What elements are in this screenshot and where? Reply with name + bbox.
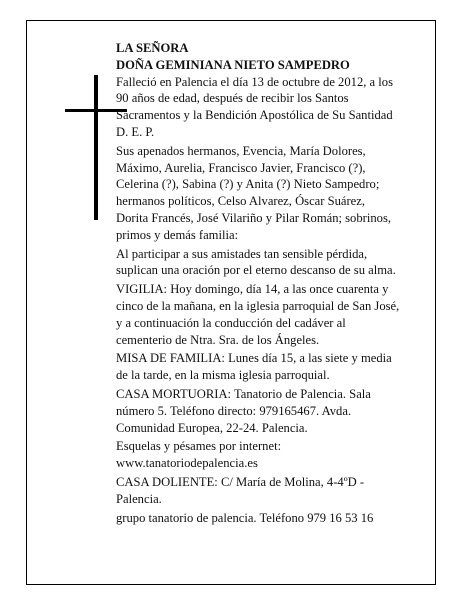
- text-line: CASA MORTUORIA: Tanatorio de Palencia. Sala: [116, 386, 371, 401]
- text-line: Celerina (?), Sabina (?) y Anita (?) Nieto Sampedro;: [116, 177, 380, 192]
- text-line: Sacramentos y la Bendición Apostólica de Su Santidad: [116, 108, 393, 123]
- text-line: primos y demás familia:: [116, 227, 239, 242]
- text-line: VIGILIA: Hoy domingo, día 14, a las once cuarenta y: [116, 282, 389, 297]
- text-line: cementerio de Ntra. Sra. de los Ángeles.: [116, 332, 320, 347]
- text-line: Máximo, Aurelia, Francisco Javier, Francisco (?),: [116, 160, 366, 175]
- text-line: D. E. P.: [116, 124, 155, 139]
- text-line: número 5. Teléfono directo: 979165467. Avda.: [116, 403, 352, 418]
- family-mass-info: [116, 350, 430, 384]
- vigil-info: [116, 281, 430, 348]
- mourning-home-info: [116, 474, 430, 508]
- funeral-home-info: [116, 386, 430, 436]
- family-list: [116, 143, 430, 244]
- text-line: cinco de la mañana, en la iglesia parroquial de San José,: [116, 298, 400, 313]
- text-line: Palencia.: [116, 491, 162, 506]
- text-line: hermanos políticos, Celso Alvarez, Óscar Suárez,: [116, 194, 366, 209]
- text-line: MISA DE FAMILIA: Lunes día 15, a las siete y media: [116, 351, 392, 366]
- text-line: Dorita Francés, José Vilariño y Pilar Román; sobrinos,: [116, 210, 391, 225]
- cross-vertical-bar: [94, 75, 98, 220]
- text-line: Esquelas y pésames por internet:: [116, 439, 282, 454]
- text-line: Comunidad Europea, 22-24. Palencia.: [116, 420, 308, 435]
- text-line: Al participar a sus amistades tan sensible pérdida,: [116, 246, 368, 261]
- text-line: 90 años de edad, después de recibir los Santos: [116, 91, 349, 106]
- title-line-1: LA SEÑORA: [116, 41, 189, 55]
- prayer-request: [116, 246, 430, 280]
- text-line: CASA DOLIENTE: C/ María de Molina, 4-4ºD -: [116, 474, 365, 489]
- text-line: y a continuación la conducción del cadáver al: [116, 315, 346, 330]
- text-line: de la tarde, en la misma iglesia parroquial.: [116, 368, 330, 383]
- text-line: suplican una oración por el eterno descanso de su alma.: [116, 263, 396, 278]
- online-condolences: [116, 438, 430, 472]
- website-link[interactable]: www.tanatoriodepalencia.es: [116, 456, 258, 471]
- text-line: Falleció en Palencia el día 13 de octubre de 2012, a los: [116, 74, 393, 89]
- deceased-name: DOÑA GEMINIANA NIETO SAMPEDRO: [116, 57, 350, 72]
- death-announcement: [116, 74, 430, 141]
- funeral-group-contact: [116, 510, 430, 527]
- text-line: grupo tanatorio de palencia. Teléfono 979 16 53 16: [116, 510, 374, 525]
- obituary-text: [116, 40, 430, 528]
- text-line: Sus apenados hermanos, Evencia, María Dolores,: [116, 143, 366, 158]
